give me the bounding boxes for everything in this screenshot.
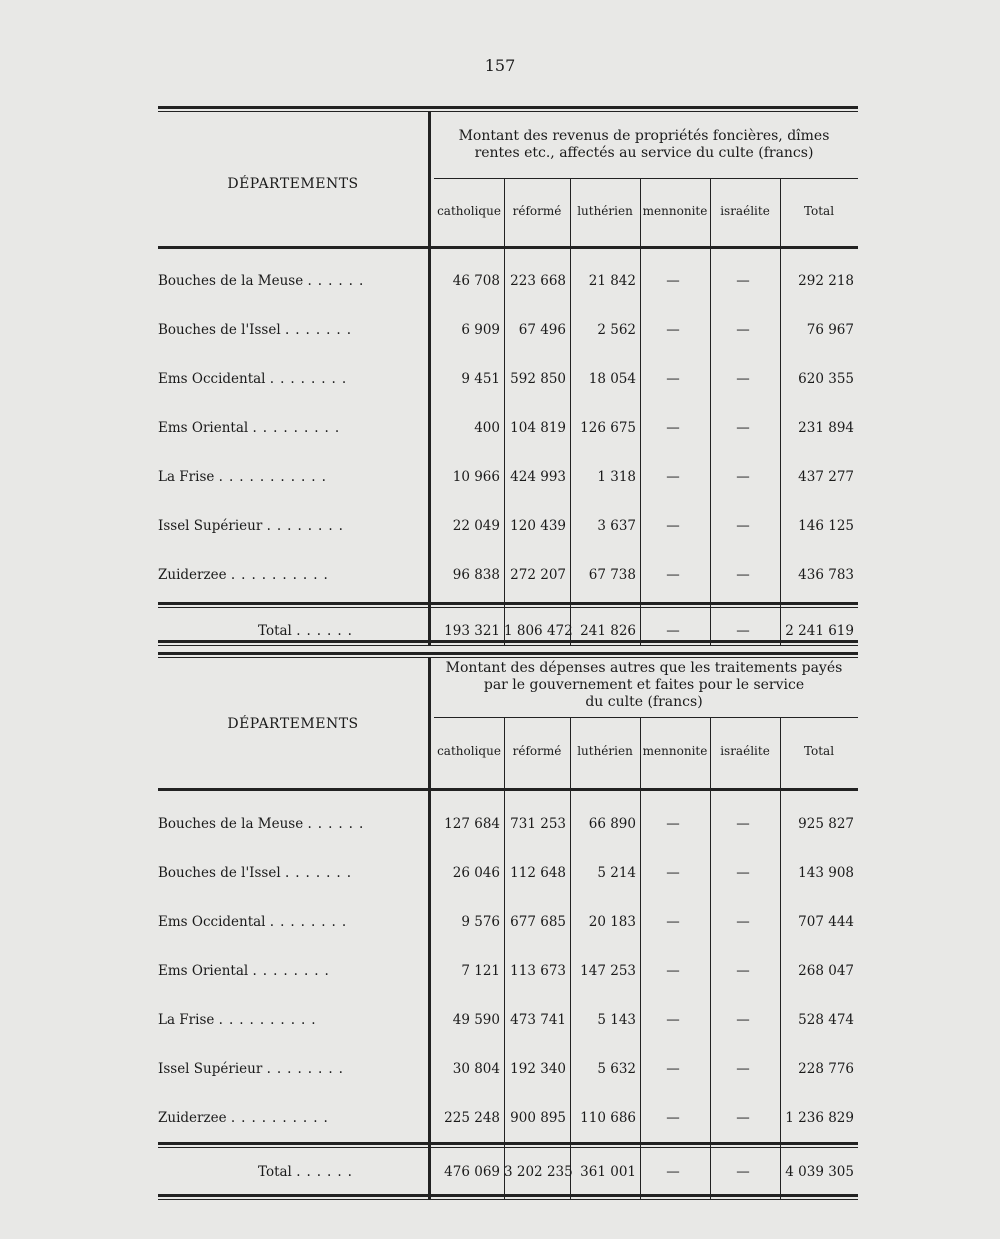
cell-lutherien: 110 686 bbox=[580, 1110, 636, 1126]
cell-mennonite: — bbox=[666, 816, 680, 832]
cell-total: 925 827 bbox=[798, 816, 854, 832]
total-cell-catholique: 476 069 bbox=[444, 1164, 500, 1180]
cell-catholique: 26 046 bbox=[452, 865, 500, 881]
total-cell-israelite: — bbox=[736, 1164, 750, 1180]
department-header: DÉPARTEMENTS bbox=[227, 176, 359, 192]
cell-catholique: 46 708 bbox=[452, 273, 500, 289]
page-number: 157 bbox=[484, 56, 516, 75]
bottom-rule bbox=[158, 640, 858, 643]
top-rule-thin bbox=[158, 657, 858, 658]
caption-line-1: Montant des dépenses autres que les traitements payés bbox=[445, 660, 843, 676]
col-lutherien-header: luthérien bbox=[577, 744, 633, 758]
table-row bbox=[158, 273, 858, 297]
cell-total: 620 355 bbox=[798, 371, 854, 387]
cell-mennonite: — bbox=[666, 914, 680, 930]
department-name bbox=[158, 1061, 420, 1077]
total-rule bbox=[158, 602, 858, 605]
table-row bbox=[158, 469, 858, 493]
cell-total: 707 444 bbox=[798, 914, 854, 930]
top-rule bbox=[158, 106, 858, 109]
cell-israelite: — bbox=[736, 816, 750, 832]
department-name bbox=[158, 518, 420, 534]
cell-reforme: 272 207 bbox=[510, 567, 566, 583]
col-total-header: Total bbox=[803, 744, 835, 758]
leader-dots: ...... bbox=[296, 623, 358, 639]
cell-reforme: 731 253 bbox=[510, 816, 566, 832]
leader-dots: ........ bbox=[266, 518, 349, 534]
col-mennonite-header: mennonite bbox=[642, 204, 708, 218]
cell-israelite: — bbox=[736, 1012, 750, 1028]
department-label: Ems Oriental bbox=[158, 963, 249, 979]
leader-dots: .......... bbox=[218, 1012, 322, 1028]
department-name bbox=[158, 865, 420, 881]
cell-reforme: 120 439 bbox=[510, 518, 566, 534]
total-rule-thin bbox=[158, 1147, 858, 1148]
department-name bbox=[158, 420, 420, 436]
cell-reforme: 473 741 bbox=[510, 1012, 566, 1028]
cell-total: 436 783 bbox=[798, 567, 854, 583]
department-name bbox=[158, 963, 420, 979]
header-rule bbox=[158, 246, 858, 249]
col-reforme-header: réformé bbox=[512, 744, 562, 758]
cell-mennonite: — bbox=[666, 963, 680, 979]
cell-catholique: 400 bbox=[474, 420, 500, 436]
table-row bbox=[158, 1012, 858, 1036]
total-cell-mennonite: — bbox=[666, 623, 680, 639]
caption-underline bbox=[434, 178, 858, 179]
cell-catholique: 127 684 bbox=[444, 816, 500, 832]
leader-dots: ......... bbox=[252, 420, 346, 436]
total-cell-lutherien: 241 826 bbox=[580, 623, 636, 639]
caption-line-1: Montant des revenus de propriétés foncières, dîmes bbox=[458, 128, 830, 144]
cell-reforme: 424 993 bbox=[510, 469, 566, 485]
leader-dots: ...... bbox=[296, 1164, 358, 1180]
cell-total: 1 236 829 bbox=[785, 1110, 854, 1126]
cell-catholique: 96 838 bbox=[452, 567, 500, 583]
cell-catholique: 225 248 bbox=[444, 1110, 500, 1126]
leader-dots: ........ bbox=[269, 914, 353, 930]
total-rule-thin bbox=[158, 607, 858, 608]
cell-catholique: 9 576 bbox=[461, 914, 500, 930]
total-cell-reforme: 1 806 472 bbox=[504, 623, 573, 639]
total-label: Total bbox=[258, 623, 292, 639]
cell-israelite: — bbox=[736, 371, 750, 387]
bottom-rule-thin bbox=[158, 645, 858, 646]
col-israelite-header: israélite bbox=[720, 744, 770, 758]
cell-lutherien: 5 214 bbox=[597, 865, 636, 881]
cell-israelite: — bbox=[736, 322, 750, 338]
table-row bbox=[158, 322, 858, 346]
total-cell-lutherien: 361 001 bbox=[580, 1164, 636, 1180]
cell-total: 437 277 bbox=[798, 469, 854, 485]
leader-dots: ...... bbox=[307, 816, 370, 832]
department-label: Ems Oriental bbox=[158, 420, 249, 436]
department-name bbox=[158, 322, 420, 338]
cell-lutherien: 18 054 bbox=[588, 371, 636, 387]
cell-total: 76 967 bbox=[806, 322, 854, 338]
total-cell-reforme: 3 202 235 bbox=[504, 1164, 573, 1180]
cell-reforme: 677 685 bbox=[510, 914, 566, 930]
cell-total: 268 047 bbox=[798, 963, 854, 979]
top-rule-thin bbox=[158, 111, 858, 112]
table-row bbox=[158, 371, 858, 395]
table-row bbox=[158, 567, 858, 591]
col-catholique-header: catholique bbox=[437, 204, 501, 218]
table-row bbox=[158, 914, 858, 938]
col-lutherien-header: luthérien bbox=[577, 204, 633, 218]
cell-lutherien: 21 842 bbox=[588, 273, 636, 289]
department-name bbox=[158, 469, 420, 485]
table-row bbox=[158, 865, 858, 889]
cell-mennonite: — bbox=[666, 420, 680, 436]
table-row bbox=[158, 963, 858, 987]
cell-reforme: 67 496 bbox=[518, 322, 566, 338]
cell-mennonite: — bbox=[666, 865, 680, 881]
cell-reforme: 113 673 bbox=[510, 963, 566, 979]
cell-israelite: — bbox=[736, 420, 750, 436]
cell-lutherien: 20 183 bbox=[588, 914, 636, 930]
cell-reforme: 592 850 bbox=[510, 371, 566, 387]
col-mennonite-header: mennonite bbox=[642, 744, 708, 758]
department-label: Zuiderzee bbox=[158, 567, 227, 583]
cell-mennonite: — bbox=[666, 469, 680, 485]
cell-israelite: — bbox=[736, 518, 750, 534]
cell-lutherien: 5 632 bbox=[597, 1061, 636, 1077]
department-label: La Frise bbox=[158, 469, 215, 485]
cell-reforme: 192 340 bbox=[510, 1061, 566, 1077]
cell-israelite: — bbox=[736, 865, 750, 881]
cell-catholique: 9 451 bbox=[461, 371, 500, 387]
total-name bbox=[158, 1164, 420, 1180]
cell-catholique: 6 909 bbox=[461, 322, 500, 338]
total-row bbox=[158, 623, 858, 647]
table-caption bbox=[434, 128, 854, 162]
top-rule bbox=[158, 652, 858, 655]
table-caption bbox=[434, 660, 854, 711]
cell-total: 143 908 bbox=[798, 865, 854, 881]
cell-israelite: — bbox=[736, 1110, 750, 1126]
cell-total: 292 218 bbox=[798, 273, 854, 289]
department-name bbox=[158, 567, 420, 583]
cell-catholique: 7 121 bbox=[461, 963, 500, 979]
cell-total: 228 776 bbox=[798, 1061, 854, 1077]
header-rule bbox=[158, 788, 858, 791]
department-label: Ems Occidental bbox=[158, 914, 266, 930]
total-cell-catholique: 193 321 bbox=[444, 623, 500, 639]
cell-mennonite: — bbox=[666, 567, 680, 583]
department-label: Bouches de l'Issel bbox=[158, 865, 281, 881]
caption-line-2: rentes etc., affectés au service du culte (francs) bbox=[474, 145, 814, 161]
cell-total: 231 894 bbox=[798, 420, 854, 436]
department-label: Bouches de l'Issel bbox=[158, 322, 281, 338]
department-label: Bouches de la Meuse bbox=[158, 273, 304, 289]
caption-line-2: par le gouvernement et faites pour le service bbox=[483, 677, 805, 693]
department-label: Issel Supérieur bbox=[158, 518, 263, 534]
total-rule bbox=[158, 1142, 858, 1145]
total-cell-israelite: — bbox=[736, 623, 750, 639]
bottom-rule bbox=[158, 1194, 858, 1197]
leader-dots: .......... bbox=[230, 1110, 334, 1126]
table-row bbox=[158, 816, 858, 840]
department-label: La Frise bbox=[158, 1012, 215, 1028]
cell-lutherien: 67 738 bbox=[588, 567, 636, 583]
cell-mennonite: — bbox=[666, 1110, 680, 1126]
col-total-header: Total bbox=[803, 204, 835, 218]
cell-israelite: — bbox=[736, 914, 750, 930]
department-name bbox=[158, 1110, 420, 1126]
cell-mennonite: — bbox=[666, 1061, 680, 1077]
cell-mennonite: — bbox=[666, 322, 680, 338]
leader-dots: ....... bbox=[284, 865, 357, 881]
cell-reforme: 223 668 bbox=[510, 273, 566, 289]
cell-lutherien: 2 562 bbox=[597, 322, 636, 338]
expenses-table bbox=[158, 652, 858, 1200]
cell-catholique: 22 049 bbox=[452, 518, 500, 534]
total-name bbox=[158, 623, 420, 639]
bottom-rule-thin bbox=[158, 1199, 858, 1200]
cell-catholique: 30 804 bbox=[452, 1061, 500, 1077]
leader-dots: ........ bbox=[269, 371, 353, 387]
cell-reforme: 112 648 bbox=[510, 865, 566, 881]
total-row bbox=[158, 1164, 858, 1188]
cell-reforme: 104 819 bbox=[510, 420, 566, 436]
total-cell-total: 4 039 305 bbox=[785, 1164, 854, 1180]
cell-reforme: 900 895 bbox=[510, 1110, 566, 1126]
leader-dots: ........ bbox=[266, 1061, 349, 1077]
cell-lutherien: 5 143 bbox=[597, 1012, 636, 1028]
cell-mennonite: — bbox=[666, 1012, 680, 1028]
table-row bbox=[158, 1061, 858, 1085]
department-label: Bouches de la Meuse bbox=[158, 816, 304, 832]
total-cell-total: 2 241 619 bbox=[785, 623, 854, 639]
cell-total: 146 125 bbox=[798, 518, 854, 534]
total-label: Total bbox=[258, 1164, 292, 1180]
department-name bbox=[158, 1012, 420, 1028]
cell-israelite: — bbox=[736, 1061, 750, 1077]
leader-dots: ....... bbox=[284, 322, 357, 338]
caption-line-3: du culte (francs) bbox=[585, 694, 703, 710]
col-israelite-header: israélite bbox=[720, 204, 770, 218]
table-row bbox=[158, 420, 858, 444]
cell-israelite: — bbox=[736, 273, 750, 289]
cell-lutherien: 147 253 bbox=[580, 963, 636, 979]
cell-lutherien: 126 675 bbox=[580, 420, 636, 436]
table-row bbox=[158, 518, 858, 542]
cell-israelite: — bbox=[736, 469, 750, 485]
leader-dots: ...... bbox=[307, 273, 370, 289]
col-reforme-header: réformé bbox=[512, 204, 562, 218]
cell-mennonite: — bbox=[666, 518, 680, 534]
department-name bbox=[158, 273, 420, 289]
cell-lutherien: 66 890 bbox=[588, 816, 636, 832]
cell-israelite: — bbox=[736, 567, 750, 583]
department-label: Ems Occidental bbox=[158, 371, 266, 387]
leader-dots: .......... bbox=[230, 567, 334, 583]
department-name bbox=[158, 371, 420, 387]
department-name bbox=[158, 816, 420, 832]
cell-total: 528 474 bbox=[798, 1012, 854, 1028]
cell-lutherien: 1 318 bbox=[597, 469, 636, 485]
department-name bbox=[158, 914, 420, 930]
caption-underline bbox=[434, 717, 858, 718]
cell-lutherien: 3 637 bbox=[597, 518, 636, 534]
department-label: Zuiderzee bbox=[158, 1110, 227, 1126]
col-catholique-header: catholique bbox=[437, 744, 501, 758]
department-label: Issel Supérieur bbox=[158, 1061, 263, 1077]
table-row bbox=[158, 1110, 858, 1134]
cell-mennonite: — bbox=[666, 273, 680, 289]
department-header: DÉPARTEMENTS bbox=[227, 716, 359, 732]
leader-dots: ........ bbox=[252, 963, 335, 979]
cell-mennonite: — bbox=[666, 371, 680, 387]
cell-catholique: 10 966 bbox=[452, 469, 500, 485]
cell-catholique: 49 590 bbox=[452, 1012, 500, 1028]
total-cell-mennonite: — bbox=[666, 1164, 680, 1180]
cell-israelite: — bbox=[736, 963, 750, 979]
leader-dots: ........... bbox=[218, 469, 332, 485]
revenue-table bbox=[158, 106, 858, 646]
